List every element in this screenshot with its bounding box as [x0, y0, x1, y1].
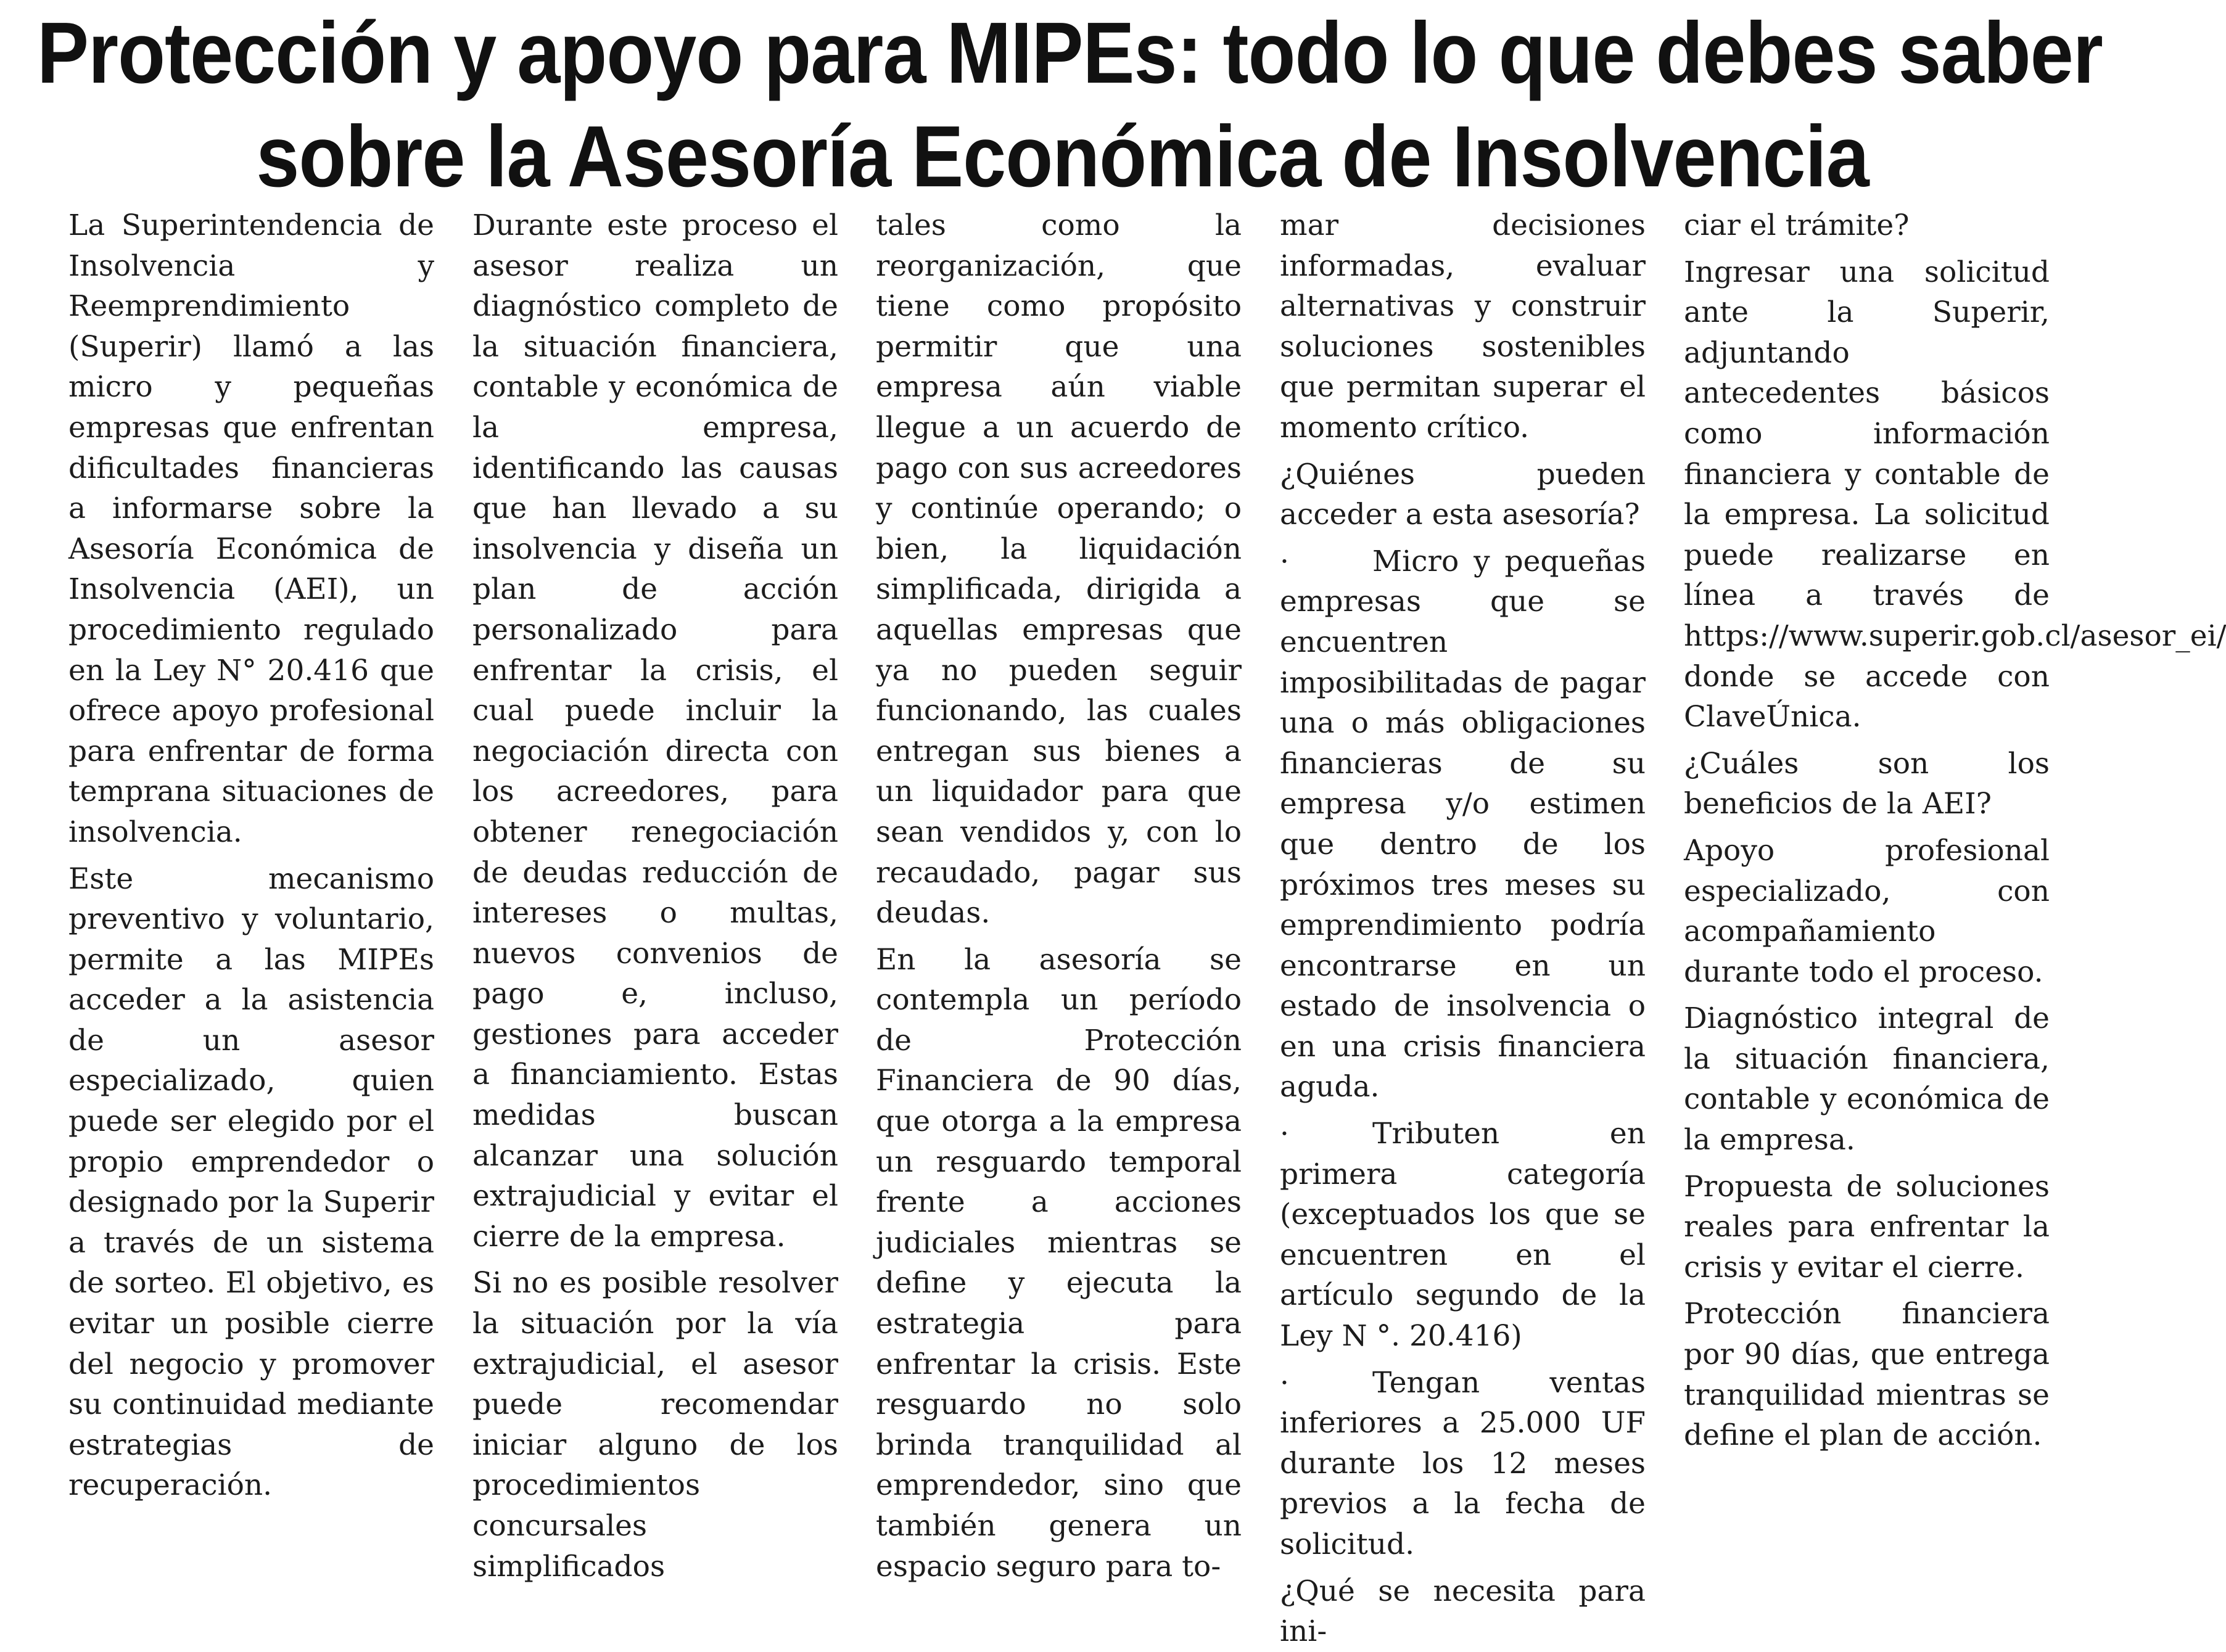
headline-line-1: Protección y apoyo para MIPEs: todo lo que debes saber	[37, 4, 2103, 102]
article-column-2	[472, 205, 838, 1584]
paragraph: Este mecanismo preventivo y voluntario, permite a las MIPEs acceder a la asistencia de un asesor especializado, quien puede ser elegido por el propio emprendedor o designado por la Superir a través de un sistema de sorteo. El objetivo, es evitar un posible cierre del negocio y promover su continuidad mediante estrategias de recuperación.	[68, 861, 434, 1503]
bullet-item	[1280, 1114, 1646, 1357]
benefit-item: Diagnóstico integral de la situación financiera, contable y económica de la empresa.	[1684, 1001, 2050, 1157]
bullet-text: Tengan ventas inferiores a 25.000 UF durante los 12 meses previos a la fecha de solicitud.	[1280, 1365, 1646, 1561]
headline-line-2: sobre la Asesoría Económica de Insolvencia	[256, 107, 1869, 205]
paragraph: La Superintendencia de Insolvencia y Reemprendimiento (Superir) llamó a las micro y pequeñas empresas que enfrentan dificultades financieras a informarse sobre la Asesoría Económica de Insolvencia (AEI), un procedimiento regulado en la Ley N° 20.416 que ofrece apoyo profesional para enfrentar de forma temprana situaciones de insolvencia.	[68, 208, 434, 849]
benefit-item: Propuesta de soluciones reales para enfrentar la crisis y evitar el cierre.	[1684, 1169, 2050, 1284]
benefit-item: Protección financiera por 90 días, que entrega tranquilidad mientras se define el plan de acción.	[1684, 1297, 2050, 1453]
article-column-3	[876, 205, 1242, 1584]
article-column-4	[1280, 205, 1646, 1649]
subheading-question: ¿Qué se necesita para ini-	[1280, 1574, 1646, 1649]
bullet-text: Micro y pequeñas empresas que se encuentren imposibilitadas de pagar una o más obligaciones financieras de su empresa y/o estimen que dentro de los próximos tres meses su emprendimiento podría encontrarse en un estado de insolvencia o en una crisis financiera aguda.	[1280, 544, 1646, 1104]
bullet-text: Tributen en primera categoría (exceptuados los que se encuentren en el artículo segundo de la Ley N °. 20.416)	[1280, 1117, 1646, 1354]
article-column-1	[68, 205, 434, 1503]
bullet-marker: ·	[1280, 1117, 1289, 1151]
paragraph: Ingresar una solicitud ante la Superir, adjuntando antecedentes básicos como información financiera y contable de la empresa. La solicitud puede realizarse en línea a través de https://www.superir.gob.cl/asesor_ei/ donde se accede con ClaveÚnica.	[1684, 255, 2226, 734]
bullet-marker: ·	[1280, 544, 1289, 578]
article-headline	[37, 1, 2103, 208]
paragraph: tales como la reorganización, que tiene como propósito permitir que una empresa aún viable llegue a un acuerdo de pago con sus acreedores y continúe operando; o bien, la liquidación simplificada, dirigida a aquellas empresas que ya no pueden seguir funcionando, las cuales entregan sus bienes a un liquidador para que sean vendidos y, con lo recaudado, pagar sus deudas.	[876, 208, 1242, 931]
subheading-question: ¿Quiénes pueden acceder a esta asesoría?	[1280, 457, 1646, 532]
paragraph: Si no es posible resolver la situación por la vía extrajudicial, el asesor puede recomendar iniciar alguno de los procedimientos concursales simplificados	[472, 1266, 838, 1584]
paragraph: En la asesoría se contempla un período de Protección Financiera de 90 días, que otorga a la empresa un resguardo temporal frente a acciones judiciales mientras se define y ejecuta la estrategia para enfrentar la crisis. Este resguardo no solo brinda tranquilidad al emprendedor, sino que también genera un espacio seguro para to-	[876, 942, 1242, 1584]
subheading-question: ¿Cuáles son los beneficios de la AEI?	[1684, 746, 2050, 821]
bullet-marker: ·	[1280, 1365, 1289, 1400]
bullet-item	[1280, 541, 1646, 1107]
benefit-item: Apoyo profesional especializado, con acompañamiento durante todo el proceso.	[1684, 833, 2050, 989]
bullet-item	[1280, 1363, 1646, 1565]
article-column-5	[1684, 205, 2226, 1453]
paragraph: mar decisiones informadas, evaluar alternativas y construir soluciones sostenibles que permitan superar el momento crítico.	[1280, 208, 1646, 445]
paragraph: ciar el trámite?	[1684, 208, 1910, 242]
paragraph: Durante este proceso el asesor realiza un diagnóstico completo de la situación financiera, contable y económica de la empresa, identificando las causas que han llevado a su insolvencia y diseña un plan de acción personalizado para enfrentar la crisis, el cual puede incluir la negociación directa con los acreedores, para obtener renegociación de deudas reducción de intereses o multas, nuevos convenios de pago e, incluso, gestiones para acceder a financiamiento. Estas medidas buscan alcanzar una solución extrajudicial y evitar el cierre de la empresa.	[472, 208, 838, 1254]
